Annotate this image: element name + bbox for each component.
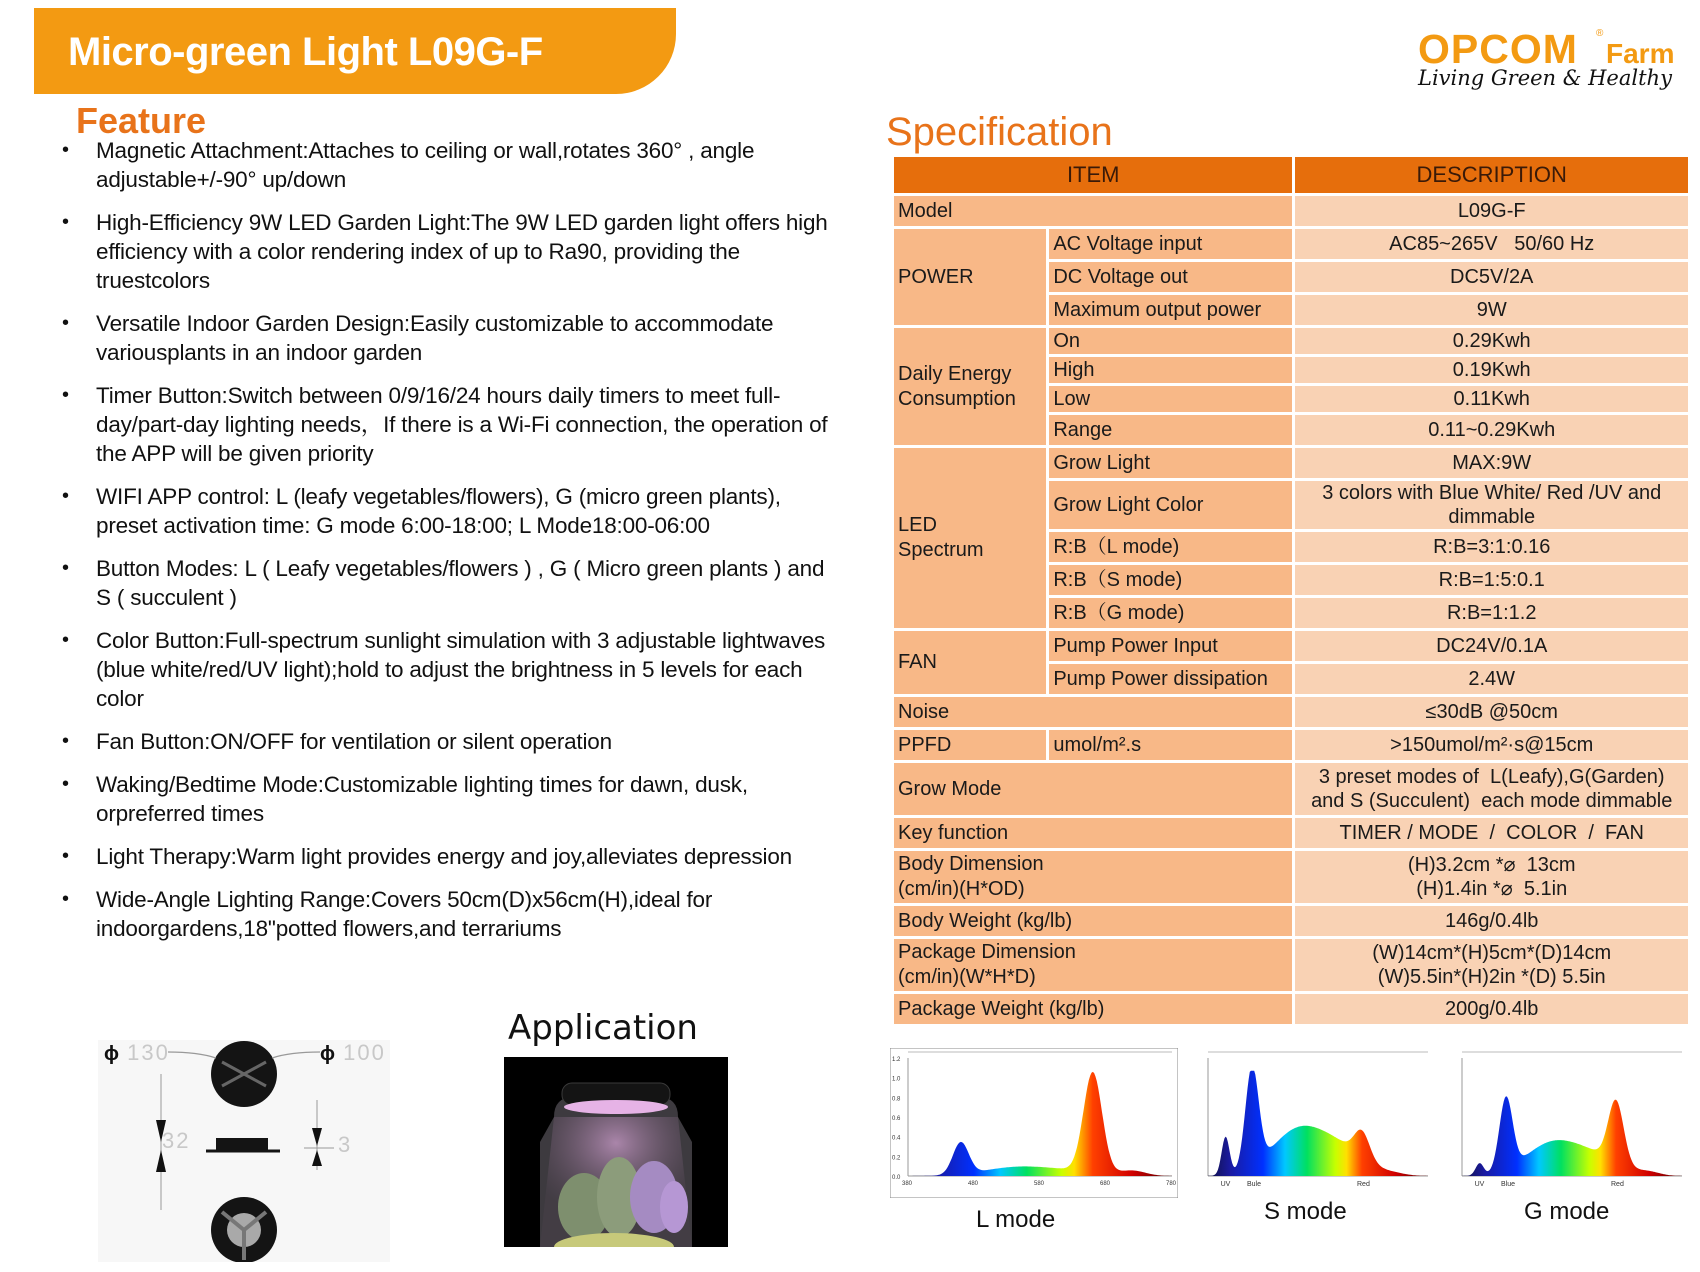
row-label: R:B（G mode) bbox=[1049, 598, 1292, 628]
bullet: • bbox=[62, 312, 69, 334]
value-line: 3 colors with Blue White/ Red /UV and bbox=[1322, 482, 1662, 504]
side-view-body bbox=[216, 1138, 268, 1150]
brand-tagline: Living Green & Healthy bbox=[1418, 66, 1672, 90]
table-row bbox=[894, 851, 1688, 903]
lavender bbox=[660, 1181, 688, 1233]
row-label: Grow Light bbox=[1049, 448, 1292, 478]
table-row bbox=[894, 730, 1688, 760]
mode-label-l: L mode bbox=[976, 1206, 1056, 1233]
feature-text: Color Button:Full-spectrum sunlight simulation with 3 adjustable lightwaves (blue white/red/UV light);hold to adjust the brightness in 5 levels for each color bbox=[96, 628, 826, 711]
row-label: On bbox=[1049, 328, 1292, 354]
arrow-up bbox=[312, 1150, 322, 1166]
row-label-ppfd: PPFD bbox=[894, 730, 1046, 760]
table-row bbox=[894, 229, 1688, 259]
spectrum-chart-l-mode bbox=[890, 1048, 1178, 1198]
leader-line bbox=[168, 1052, 216, 1058]
value-line: and S (Succulent) each mode dimmable bbox=[1311, 790, 1673, 812]
feature-list bbox=[58, 136, 828, 957]
label-line: Body Dimension bbox=[898, 853, 1044, 875]
feature-text: Waking/Bedtime Mode:Customizable lighting times for dawn, dusk, orpreferred times bbox=[96, 772, 748, 826]
table-row bbox=[894, 763, 1688, 815]
title-banner bbox=[34, 8, 676, 94]
thickness-label: 3 bbox=[338, 1132, 353, 1157]
row-value-body-weight: 146g/0.4lb bbox=[1295, 906, 1688, 936]
row-value: R:B=1:5:0.1 bbox=[1295, 565, 1688, 595]
feature-item bbox=[58, 626, 828, 713]
group-label-fan: FAN bbox=[894, 631, 1046, 694]
row-label-package-dimension bbox=[894, 939, 1292, 991]
x-tick-label: 480 bbox=[968, 1181, 979, 1187]
row-value-package-dimension bbox=[1295, 939, 1688, 991]
bullet: • bbox=[62, 139, 69, 161]
label-line: Spectrum bbox=[898, 539, 984, 561]
feature-item bbox=[58, 770, 828, 828]
row-value-grow-mode bbox=[1295, 763, 1688, 815]
brand-name: OPCOM bbox=[1418, 26, 1578, 72]
row-label: Pump Power Input bbox=[1049, 631, 1292, 661]
table-row bbox=[894, 448, 1688, 478]
y-tick-label: 0.2 bbox=[892, 1155, 901, 1162]
feature-item bbox=[58, 885, 828, 943]
row-value: 2.4W bbox=[1295, 664, 1688, 694]
feature-text: Versatile Indoor Garden Design:Easily customizable to accommodate variousplants in an indoor garden bbox=[96, 311, 774, 365]
band-label: Bule bbox=[1247, 1181, 1262, 1188]
row-label: Pump Power dissipation bbox=[1049, 664, 1292, 694]
application-heading: Application bbox=[508, 1008, 698, 1048]
feature-item bbox=[58, 136, 828, 194]
row-value-ppfd: >150umol/m²·s@15cm bbox=[1295, 730, 1688, 760]
value-line: (W)14cm*(H)5cm*(D)14cm bbox=[1372, 942, 1612, 964]
page-title: Micro-green Light L09G-F bbox=[68, 30, 543, 74]
row-label: AC Voltage input bbox=[1049, 229, 1292, 259]
feature-item bbox=[58, 842, 828, 871]
row-label-noise: Noise bbox=[894, 697, 1292, 727]
row-label-body-dimension bbox=[894, 851, 1292, 903]
table-row bbox=[894, 939, 1688, 991]
feature-text: Button Modes: L ( Leafy vegetables/flowers ) , G ( Micro green plants ) and S ( succulent ) bbox=[96, 556, 825, 610]
feature-text: Timer Button:Switch between 0/9/16/24 hours daily timers to meet full-day/part-day lighting needs，If there is a Wi-Fi connection, the operation of the APP will be given priority bbox=[96, 383, 828, 466]
row-label: Range bbox=[1049, 415, 1292, 445]
column-header-description: DESCRIPTION bbox=[1295, 157, 1688, 193]
row-label: Maximum output power bbox=[1049, 295, 1292, 325]
bullet: • bbox=[62, 211, 69, 233]
table-row bbox=[894, 631, 1688, 661]
row-label-grow-mode: Grow Mode bbox=[894, 763, 1292, 815]
bullet: • bbox=[62, 629, 69, 651]
row-label-model: Model bbox=[894, 196, 1292, 226]
value-line: 3 preset modes of L(Leafy),G(Garden) bbox=[1318, 766, 1665, 788]
specification-heading: Specification bbox=[886, 110, 1113, 154]
table-row bbox=[894, 994, 1688, 1024]
bullet: • bbox=[62, 557, 69, 579]
y-tick-label: 1.0 bbox=[892, 1076, 901, 1083]
row-value: DC5V/2A bbox=[1295, 262, 1688, 292]
feature-item bbox=[58, 727, 828, 756]
value-line: (W)5.5in*(H)2in *(D) 5.5in bbox=[1377, 966, 1606, 988]
table-row bbox=[894, 818, 1688, 848]
table-header-row bbox=[894, 157, 1688, 193]
phi-symbol: ϕ bbox=[104, 1043, 119, 1065]
row-label: High bbox=[1049, 357, 1292, 383]
feature-item bbox=[58, 482, 828, 540]
row-label-body-weight: Body Weight (kg/lb) bbox=[894, 906, 1292, 936]
x-tick-label: 780 bbox=[1166, 1181, 1177, 1187]
value-line: (H)1.4in *⌀ 5.1in bbox=[1416, 878, 1568, 900]
band-label: Red bbox=[1357, 1181, 1370, 1188]
label-line: (cm/in)(H*OD) bbox=[898, 878, 1025, 900]
label-line: Consumption bbox=[898, 387, 1016, 410]
mode-label-g: G mode bbox=[1524, 1198, 1610, 1225]
row-value: DC24V/0.1A bbox=[1295, 631, 1688, 661]
label-line: LED bbox=[898, 514, 937, 536]
x-tick-label: 380 bbox=[902, 1181, 913, 1187]
label-line: Daily Energy bbox=[898, 362, 1012, 385]
row-value: 0.29Kwh bbox=[1295, 328, 1688, 354]
row-value: MAX:9W bbox=[1295, 448, 1688, 478]
y-tick-label: 0.8 bbox=[892, 1096, 901, 1103]
group-label-led bbox=[894, 448, 1046, 628]
band-label: Blue bbox=[1501, 1181, 1516, 1188]
row-value: 0.19Kwh bbox=[1295, 357, 1688, 383]
y-tick-label: 1.2 bbox=[892, 1057, 901, 1063]
height-label: 32 bbox=[162, 1128, 191, 1153]
feature-heading: Feature bbox=[76, 100, 207, 141]
band-label: Red bbox=[1611, 1181, 1624, 1188]
row-value: R:B=1:1.2 bbox=[1295, 598, 1688, 628]
brand-suffix: Farm bbox=[1606, 38, 1675, 69]
feature-text: Wide-Angle Lighting Range:Covers 50cm(D)x56cm(H),ideal for indoorgardens,18"potted flowers,and terrariums bbox=[96, 887, 713, 941]
bullet: • bbox=[62, 845, 69, 867]
outer-diameter-label bbox=[104, 1040, 170, 1066]
feature-text: Magnetic Attachment:Attaches to ceiling or wall,rotates 360° , angle adjustable+/-90° up/down bbox=[96, 138, 755, 192]
arrow-down bbox=[312, 1128, 322, 1146]
y-tick-label: 0.4 bbox=[892, 1135, 901, 1142]
dimension-drawing bbox=[98, 1040, 390, 1262]
row-value-key-function: TIMER / MODE / COLOR / FAN bbox=[1295, 818, 1688, 848]
feature-item bbox=[58, 208, 828, 295]
mode-label-s: S mode bbox=[1264, 1198, 1347, 1225]
table-row bbox=[894, 906, 1688, 936]
inner-diameter-value: 100 bbox=[343, 1040, 386, 1065]
row-value: 9W bbox=[1295, 295, 1688, 325]
outer-diameter-value: 130 bbox=[127, 1040, 170, 1065]
column-header-item: ITEM bbox=[894, 157, 1292, 193]
spectrum-chart-s-mode bbox=[1190, 1048, 1434, 1198]
bullet: • bbox=[62, 730, 69, 752]
specification-table bbox=[891, 154, 1691, 1027]
bullet: • bbox=[62, 384, 69, 406]
feature-item bbox=[58, 309, 828, 367]
label-line: (cm/in)(W*H*D) bbox=[898, 966, 1036, 988]
row-value: 0.11~0.29Kwh bbox=[1295, 415, 1688, 445]
feature-text: Light Therapy:Warm light provides energy and joy,alleviates depression bbox=[96, 844, 792, 869]
row-value: 0.11Kwh bbox=[1295, 386, 1688, 412]
brand-logo bbox=[1410, 26, 1690, 96]
y-tick-label: 0.6 bbox=[892, 1116, 901, 1122]
group-label-power: POWER bbox=[894, 229, 1046, 325]
row-unit-ppfd: umol/m².s bbox=[1049, 730, 1292, 760]
x-tick-label: 580 bbox=[1034, 1181, 1045, 1187]
row-value-noise: ≤30dB @50cm bbox=[1295, 697, 1688, 727]
row-label: R:B（L mode) bbox=[1049, 532, 1292, 562]
lamp-light bbox=[564, 1100, 668, 1114]
application-photo bbox=[504, 1057, 728, 1247]
row-label: R:B（S mode) bbox=[1049, 565, 1292, 595]
feature-item bbox=[58, 554, 828, 612]
row-label: Low bbox=[1049, 386, 1292, 412]
feature-item bbox=[58, 381, 828, 468]
value-line: dimmable bbox=[1448, 506, 1536, 528]
row-label: Grow Light Color bbox=[1049, 481, 1292, 529]
feature-text: WIFI APP control: L (leafy vegetables/flowers), G (micro green plants), preset activation time: G mode 6:00-18:00; L Mode18:00-06:00 bbox=[96, 484, 781, 538]
row-value bbox=[1295, 481, 1688, 529]
row-value: R:B=3:1:0.16 bbox=[1295, 532, 1688, 562]
row-value-model: L09G-F bbox=[1295, 196, 1688, 226]
bullet: • bbox=[62, 485, 69, 507]
band-label: UV bbox=[1474, 1181, 1485, 1188]
row-value-body-dimension bbox=[1295, 851, 1688, 903]
value-line: (H)3.2cm *⌀ 13cm bbox=[1407, 854, 1576, 876]
group-label-energy bbox=[894, 328, 1046, 445]
feature-text: Fan Button:ON/OFF for ventilation or silent operation bbox=[96, 729, 612, 754]
x-tick-label: 680 bbox=[1100, 1181, 1111, 1187]
bullet: • bbox=[62, 888, 69, 910]
registered-mark: ® bbox=[1596, 28, 1604, 39]
bullet: • bbox=[62, 773, 69, 795]
phi-symbol: ϕ bbox=[320, 1043, 335, 1065]
row-label-package-weight: Package Weight (kg/lb) bbox=[894, 994, 1292, 1024]
row-value-package-weight: 200g/0.4lb bbox=[1295, 994, 1688, 1024]
table-row bbox=[894, 196, 1688, 226]
spectrum-chart-g-mode bbox=[1444, 1048, 1688, 1198]
leader-line bbox=[272, 1052, 320, 1058]
terrarium-illustration bbox=[504, 1057, 728, 1247]
label-line: Package Dimension bbox=[898, 941, 1076, 963]
table-row bbox=[894, 328, 1688, 354]
table-row bbox=[894, 697, 1688, 727]
row-label: DC Voltage out bbox=[1049, 262, 1292, 292]
spectrum-charts bbox=[888, 1048, 1700, 1268]
y-tick-label: 0.0 bbox=[892, 1175, 901, 1181]
row-label-key-function: Key function bbox=[894, 818, 1292, 848]
row-value: AC85~265V 50/60 Hz bbox=[1295, 229, 1688, 259]
band-label: UV bbox=[1220, 1181, 1231, 1188]
inner-diameter-label bbox=[320, 1040, 386, 1066]
feature-text: High-Efficiency 9W LED Garden Light:The 9W LED garden light offers high efficiency with a color rendering index of up to Ra90, providing the truestcolors bbox=[96, 210, 828, 293]
